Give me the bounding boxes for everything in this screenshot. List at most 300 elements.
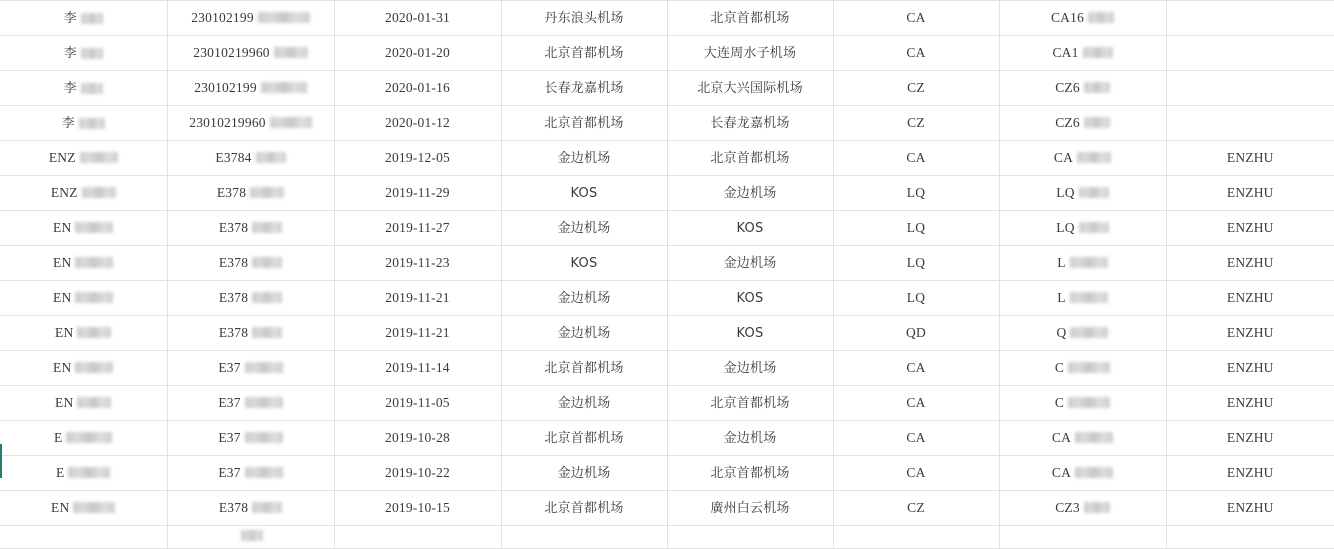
cell-remark	[1166, 281, 1334, 316]
cell-name-inner	[53, 361, 113, 375]
cell-name-redaction	[77, 327, 111, 338]
cell-name-inner	[51, 186, 116, 200]
cell-origin-text: 北京首都机场	[544, 361, 624, 376]
cell-destination	[667, 351, 833, 386]
cell-name	[0, 141, 167, 176]
cell-name-redaction	[77, 397, 111, 408]
cell-destination-text: 北京首都机场	[710, 396, 790, 411]
cell-origin-inner	[571, 257, 598, 270]
cell-carrier	[833, 526, 999, 549]
cell-destination	[667, 176, 833, 211]
cell-flight-no	[999, 36, 1166, 71]
cell-flight-no	[999, 176, 1166, 211]
cell-name-redaction	[68, 467, 110, 478]
cell-name	[0, 421, 167, 456]
cell-date-text: 2019-11-23	[385, 255, 450, 270]
cell-destination-text: 北京首都机场	[710, 151, 790, 166]
cell-flight-no	[999, 281, 1166, 316]
cell-id-number	[167, 141, 334, 176]
cell-flight-no	[999, 421, 1166, 456]
cell-id-number	[167, 176, 334, 211]
cell-origin-text: 北京首都机场	[544, 116, 624, 131]
table-row[interactable]	[0, 421, 1334, 456]
cell-id-number-inner	[194, 81, 307, 95]
cell-name-text: EN	[55, 325, 74, 340]
cell-flight-no	[999, 246, 1166, 281]
cell-date-text: 2020-01-16	[385, 80, 450, 95]
cell-flight-no-text: LQ	[1056, 185, 1075, 200]
cell-destination	[667, 106, 833, 141]
records-table-body	[0, 1, 1334, 549]
table-row[interactable]	[0, 36, 1334, 71]
table-row[interactable]	[0, 526, 1334, 549]
cell-origin-text: 金边机场	[557, 326, 611, 341]
cell-name	[0, 71, 167, 106]
cell-remark-text: ENZHU	[1226, 395, 1274, 410]
cell-id-number-inner	[219, 326, 282, 340]
cell-carrier	[833, 316, 999, 351]
cell-id-number-redaction	[245, 397, 283, 408]
cell-remark-inner	[1227, 396, 1274, 410]
cell-flight-no-inner	[1052, 46, 1112, 60]
cell-date-inner	[385, 396, 450, 410]
cell-flight-no-inner	[1055, 396, 1110, 410]
cell-carrier	[833, 351, 999, 386]
cell-id-number-inner	[219, 501, 282, 515]
cell-flight-no-inner	[1052, 466, 1113, 480]
cell-destination-text: 廣州白云机场	[710, 501, 790, 516]
cell-flight-no	[999, 456, 1166, 491]
cell-remark-text: ENZHU	[1226, 465, 1274, 480]
cell-destination-text: 北京首都机场	[710, 11, 790, 26]
cell-carrier-inner	[907, 81, 925, 95]
cell-id-number	[167, 1, 334, 36]
cell-id-number	[167, 526, 334, 549]
table-row[interactable]	[0, 316, 1334, 351]
cell-name-redaction	[82, 187, 116, 198]
cell-flight-no	[999, 316, 1166, 351]
cell-name-text: EN	[53, 220, 72, 235]
cell-flight-no-text: CA	[1053, 150, 1074, 165]
cell-destination-text: KOS	[736, 291, 764, 306]
cell-id-number	[167, 421, 334, 456]
cell-destination-text: 金边机场	[723, 361, 777, 376]
cell-date-text: 2020-01-20	[385, 45, 450, 60]
cell-flight-no-redaction	[1084, 82, 1110, 93]
cell-remark	[1166, 526, 1334, 549]
cell-carrier-inner	[906, 326, 926, 340]
cell-destination-inner	[697, 82, 803, 95]
cell-destination-inner	[724, 432, 777, 445]
cell-date-text: 2020-01-31	[385, 10, 450, 25]
cell-id-number-text: 230102199	[194, 80, 257, 95]
cell-name	[0, 386, 167, 421]
cell-id-number-inner	[219, 256, 282, 270]
cell-id-number-inner	[218, 361, 282, 375]
cell-date-text: 2020-01-12	[385, 115, 450, 130]
cell-flight-no-text: L	[1057, 290, 1066, 305]
cell-destination-inner	[724, 187, 777, 200]
cell-remark-inner	[1227, 326, 1274, 340]
cell-name-redaction	[75, 257, 113, 268]
cell-id-number-redaction	[241, 530, 263, 541]
cell-origin	[501, 106, 667, 141]
cell-date	[334, 246, 501, 281]
cell-carrier-text: CA	[906, 150, 926, 165]
cell-origin-inner	[544, 432, 623, 445]
cell-remark	[1166, 351, 1334, 386]
cell-date	[334, 106, 501, 141]
cell-name-text: EN	[51, 500, 70, 515]
cell-id-number	[167, 456, 334, 491]
cell-carrier-inner	[907, 186, 925, 200]
cell-remark	[1166, 36, 1334, 71]
cell-id-number-text: E378	[218, 220, 249, 235]
cell-carrier	[833, 491, 999, 526]
cell-id-number-inner	[193, 46, 307, 60]
cell-carrier	[833, 281, 999, 316]
cell-id-number-text: E378	[216, 185, 247, 200]
cell-remark	[1166, 491, 1334, 526]
cell-name	[0, 106, 167, 141]
cell-carrier	[833, 176, 999, 211]
cell-remark-inner	[1227, 291, 1274, 305]
cell-destination	[667, 386, 833, 421]
cell-name-inner	[53, 291, 113, 305]
cell-name-text: EN	[53, 360, 72, 375]
cell-id-number-redaction	[256, 152, 286, 163]
table-row[interactable]	[0, 106, 1334, 141]
cell-flight-no-text: Q	[1056, 325, 1067, 340]
cell-id-number	[167, 281, 334, 316]
cell-destination	[667, 71, 833, 106]
cell-flight-no	[999, 71, 1166, 106]
table-row[interactable]	[0, 71, 1334, 106]
cell-name-text: EN	[53, 290, 72, 305]
cell-carrier-inner	[907, 256, 925, 270]
cell-carrier	[833, 1, 999, 36]
cell-carrier	[833, 36, 999, 71]
cell-flight-no-redaction	[1077, 152, 1111, 163]
cell-origin	[501, 491, 667, 526]
cell-date-text: 2019-11-14	[385, 360, 450, 375]
cell-origin-text: 金边机场	[557, 151, 611, 166]
cell-name	[0, 491, 167, 526]
cell-carrier-text: LQ	[906, 290, 926, 305]
cell-remark	[1166, 246, 1334, 281]
cell-id-number-inner	[218, 396, 282, 410]
cell-name	[0, 211, 167, 246]
cell-flight-no-text: CA	[1051, 430, 1072, 445]
cell-date-inner	[385, 501, 450, 515]
cell-origin-text: 金边机场	[557, 466, 611, 481]
cell-id-number	[167, 106, 334, 141]
cell-carrier-inner	[907, 116, 925, 130]
cell-destination-text: KOS	[736, 221, 764, 236]
cell-flight-no-redaction	[1075, 432, 1113, 443]
cell-name	[0, 1, 167, 36]
cell-remark-text: ENZHU	[1226, 220, 1274, 235]
cell-flight-no-redaction	[1075, 467, 1113, 478]
cell-date-inner	[385, 11, 450, 25]
cell-destination-inner	[737, 292, 764, 305]
cell-name-text: 李	[61, 116, 75, 131]
cell-date	[334, 526, 501, 549]
cell-carrier-inner	[906, 396, 925, 410]
cell-origin-text: 长春龙嘉机场	[544, 81, 624, 96]
cell-remark-text: ENZHU	[1226, 185, 1274, 200]
cell-id-number-inner	[218, 466, 282, 480]
cell-carrier	[833, 71, 999, 106]
cell-flight-no-redaction	[1068, 362, 1110, 373]
cell-flight-no-text: LQ	[1056, 220, 1075, 235]
cell-origin-inner	[544, 362, 623, 375]
cell-origin-inner	[558, 467, 611, 480]
cell-id-number	[167, 386, 334, 421]
cell-destination-text: 大连周水子机场	[703, 46, 797, 61]
cell-destination-inner	[710, 12, 789, 25]
cell-flight-no-text: CA	[1051, 465, 1072, 480]
cell-remark-text: ENZHU	[1226, 255, 1274, 270]
cell-date	[334, 386, 501, 421]
table-row[interactable]	[0, 491, 1334, 526]
cell-flight-no	[999, 526, 1166, 549]
cell-carrier-text: CZ	[907, 80, 925, 95]
cell-destination-inner	[710, 502, 789, 515]
cell-id-number	[167, 71, 334, 106]
cell-remark-text: ENZHU	[1226, 500, 1274, 515]
cell-flight-no-redaction	[1070, 257, 1108, 268]
cell-name	[0, 281, 167, 316]
cell-flight-no-redaction	[1088, 12, 1114, 23]
cell-date-inner	[385, 81, 450, 95]
cell-carrier-inner	[907, 291, 925, 305]
cell-flight-no-redaction	[1084, 502, 1110, 513]
cell-date	[334, 491, 501, 526]
cell-name-redaction	[79, 118, 105, 129]
cell-name-inner	[51, 501, 115, 515]
cell-flight-no-text: C	[1054, 395, 1065, 410]
cell-name-text: ENZ	[50, 185, 78, 200]
cell-id-number-text: E378	[218, 255, 249, 270]
cell-remark	[1166, 71, 1334, 106]
cell-id-number-text: E378	[218, 290, 249, 305]
row-selection-marker	[0, 444, 2, 478]
cell-destination-inner	[704, 47, 796, 60]
cell-origin	[501, 1, 667, 36]
cell-flight-no-inner	[1056, 221, 1108, 235]
cell-destination	[667, 36, 833, 71]
cell-flight-no-redaction	[1070, 292, 1108, 303]
table-row[interactable]	[0, 176, 1334, 211]
cell-origin-inner	[544, 502, 623, 515]
cell-name-text: 李	[63, 81, 77, 96]
cell-destination	[667, 456, 833, 491]
cell-destination	[667, 526, 833, 549]
cell-carrier	[833, 246, 999, 281]
table-row[interactable]	[0, 351, 1334, 386]
cell-name-inner	[64, 12, 103, 25]
cell-remark-inner	[1227, 361, 1274, 375]
cell-id-number	[167, 316, 334, 351]
cell-name-text: 李	[63, 11, 77, 26]
cell-carrier-inner	[906, 11, 925, 25]
cell-origin	[501, 386, 667, 421]
cell-remark-inner	[1227, 256, 1274, 270]
cell-destination	[667, 211, 833, 246]
cell-flight-no-inner	[1055, 116, 1110, 130]
cell-remark	[1166, 211, 1334, 246]
table-row[interactable]	[0, 281, 1334, 316]
cell-name-text: E	[54, 430, 63, 445]
cell-date-text: 2019-11-21	[385, 290, 450, 305]
table-row[interactable]	[0, 211, 1334, 246]
table-row[interactable]	[0, 1, 1334, 36]
cell-carrier-text: CZ	[907, 500, 925, 515]
cell-name-redaction	[75, 362, 113, 373]
cell-origin-inner	[544, 117, 623, 130]
cell-flight-no-redaction	[1083, 47, 1113, 58]
cell-destination-text: 金边机场	[723, 186, 777, 201]
cell-name	[0, 351, 167, 386]
table-row[interactable]	[0, 386, 1334, 421]
cell-remark	[1166, 1, 1334, 36]
cell-id-number-redaction	[252, 257, 282, 268]
cell-name-inner	[62, 117, 105, 130]
cell-name-inner	[55, 326, 111, 340]
cell-remark-text: ENZHU	[1226, 430, 1274, 445]
cell-flight-no-text: C	[1054, 360, 1065, 375]
cell-id-number-inner	[217, 186, 284, 200]
cell-date	[334, 71, 501, 106]
cell-name-redaction	[73, 502, 115, 513]
cell-destination-text: 金边机场	[723, 256, 777, 271]
cell-name-text: EN	[53, 255, 72, 270]
cell-id-number-text: E378	[218, 500, 249, 515]
cell-flight-no-inner	[1057, 326, 1109, 340]
table-row[interactable]	[0, 246, 1334, 281]
cell-origin-inner	[558, 222, 611, 235]
cell-flight-no-inner	[1055, 81, 1110, 95]
cell-flight-no-inner	[1057, 291, 1107, 305]
cell-date-text: 2019-10-15	[385, 500, 450, 515]
cell-destination-inner	[737, 327, 764, 340]
cell-carrier-text: CA	[906, 10, 926, 25]
cell-date-text: 2019-11-29	[385, 185, 450, 200]
cell-remark	[1166, 141, 1334, 176]
cell-id-number-text: E37	[218, 430, 241, 445]
cell-id-number-text: E3784	[215, 150, 252, 165]
cell-carrier-text: CA	[906, 395, 926, 410]
table-row[interactable]	[0, 141, 1334, 176]
cell-origin-inner	[544, 82, 623, 95]
cell-remark	[1166, 421, 1334, 456]
cell-carrier-text: CA	[906, 465, 926, 480]
cell-date-inner	[385, 361, 450, 375]
cell-origin	[501, 71, 667, 106]
cell-carrier-text: QD	[906, 325, 926, 340]
cell-id-number-redaction	[270, 117, 312, 128]
cell-carrier-text: CA	[906, 45, 926, 60]
cell-id-number-text: 23010219960	[193, 45, 270, 60]
cell-origin-inner	[558, 292, 611, 305]
cell-id-number-text: 230102199	[191, 10, 254, 25]
cell-destination	[667, 141, 833, 176]
cell-name-inner	[53, 221, 113, 235]
cell-origin-inner	[571, 187, 598, 200]
cell-origin	[501, 456, 667, 491]
cell-origin-inner	[558, 397, 611, 410]
cell-name-inner	[55, 396, 111, 410]
cell-name-redaction	[81, 13, 103, 24]
cell-flight-no-inner	[1054, 151, 1111, 165]
cell-date	[334, 351, 501, 386]
cell-id-number	[167, 351, 334, 386]
cell-name-inner	[49, 151, 118, 165]
cell-id-number-redaction	[252, 222, 282, 233]
cell-origin-text: 北京首都机场	[544, 501, 624, 516]
cell-origin	[501, 176, 667, 211]
cell-origin-text: 金边机场	[557, 221, 611, 236]
cell-remark-text: ENZHU	[1226, 325, 1274, 340]
cell-remark-inner	[1227, 431, 1274, 445]
cell-id-number-text: E37	[218, 465, 241, 480]
cell-carrier-inner	[906, 361, 925, 375]
cell-remark-text: ENZHU	[1226, 150, 1274, 165]
cell-flight-no-inner	[1052, 431, 1113, 445]
cell-carrier-text: LQ	[906, 185, 926, 200]
cell-date	[334, 281, 501, 316]
cell-remark-text: ENZHU	[1226, 360, 1274, 375]
cell-destination	[667, 316, 833, 351]
cell-date-inner	[385, 466, 450, 480]
cell-carrier-text: CA	[906, 430, 926, 445]
cell-destination-inner	[710, 467, 789, 480]
cell-id-number-redaction	[258, 12, 310, 23]
cell-date-text: 2019-10-28	[385, 430, 450, 445]
cell-flight-no-redaction	[1079, 187, 1109, 198]
cell-remark-inner	[1227, 151, 1274, 165]
cell-origin-text: 丹东浪头机场	[544, 11, 624, 26]
cell-id-number	[167, 246, 334, 281]
cell-id-number-inner	[191, 11, 310, 25]
cell-name	[0, 456, 167, 491]
cell-origin-text: 北京首都机场	[544, 431, 624, 446]
cell-id-number-redaction	[274, 47, 308, 58]
cell-date-inner	[385, 46, 450, 60]
cell-id-number-redaction	[252, 292, 282, 303]
cell-flight-no-inner	[1055, 501, 1110, 515]
cell-flight-no-redaction	[1070, 327, 1108, 338]
table-row[interactable]	[0, 456, 1334, 491]
cell-flight-no	[999, 211, 1166, 246]
cell-date-inner	[385, 256, 450, 270]
cell-origin-inner	[544, 47, 623, 60]
cell-remark-inner	[1227, 466, 1274, 480]
cell-origin-inner	[544, 12, 623, 25]
cell-destination-inner	[737, 222, 764, 235]
cell-id-number-inner	[219, 221, 282, 235]
cell-id-number	[167, 491, 334, 526]
cell-carrier-text: CZ	[907, 115, 925, 130]
cell-origin-text: KOS	[570, 256, 598, 271]
cell-date-text: 2019-11-05	[385, 395, 450, 410]
cell-flight-no	[999, 491, 1166, 526]
cell-date	[334, 36, 501, 71]
cell-name-inner	[64, 82, 103, 95]
cell-id-number-inner	[239, 530, 263, 541]
cell-origin-text: 金边机场	[557, 396, 611, 411]
